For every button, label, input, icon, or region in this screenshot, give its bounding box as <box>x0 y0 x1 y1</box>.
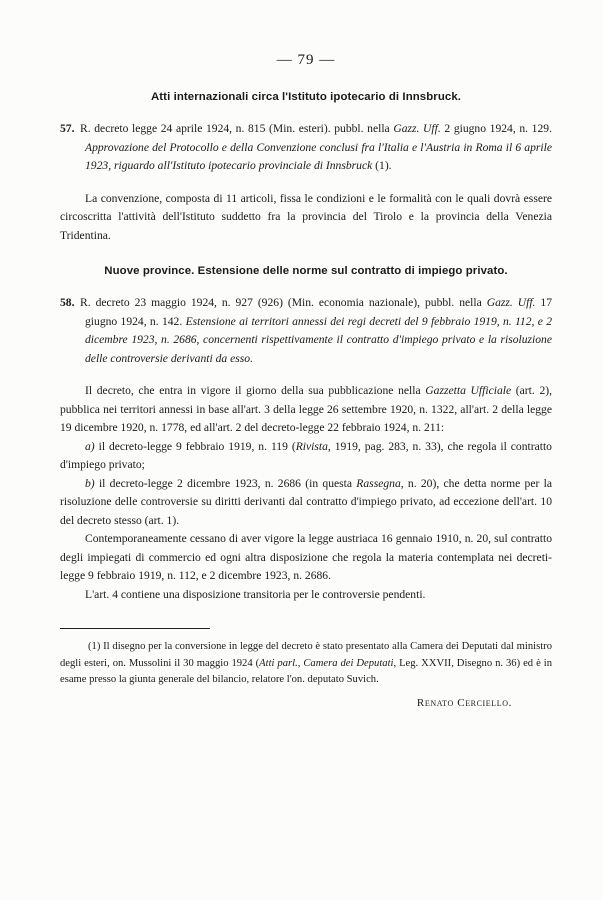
item-italic: Rassegna <box>356 476 401 490</box>
entry-gazzetta: Gazz. Uff. <box>393 122 441 135</box>
entry-57 <box>60 120 552 176</box>
paragraph-contemporaneamente: Contemporaneamente cessano di aver vigore la legge austriaca 16 gennaio 1910, n. 20, sul contratto degli impiegati di commercio ed ogni altra disposizione che regola la materia contemplata nei decreti-legge 9 febbraio 1919, n. 112, e 2 dicembre 1923, n. 2686. <box>60 532 552 582</box>
entry-text: 17 giugno 1924, n. 142. <box>85 296 552 328</box>
paragraph-text: (art. 2), pubblica nei territori annessi in base all'art. 3 della legge 26 settembre 1920, n. 1322, all'art. 2 della legge 19 dicembre 1920, n. 1778, ed all'art. 2 del decreto-legge 22 febbraio 1924, n. 211: <box>60 384 553 434</box>
footnote-text: (1) Il disegno per la conversione in legge del decreto è stato presentato alla Camera dei Deputati dal ministro degli esteri, on. Mussolini il 30 maggio 1924 ( <box>60 641 552 669</box>
entry-number: 58. <box>60 296 75 309</box>
footnote-divider <box>60 628 210 629</box>
entry-gazzetta: Gazz. Uff. <box>486 296 536 309</box>
entry-text: R. decreto 23 maggio 1924, n. 927 (926) (Min. economia nazionale), pubbl. nella <box>80 296 487 309</box>
paragraph-italic: Gazzetta Ufficiale <box>425 384 512 397</box>
paragraph-text: Il decreto, che entra in vigore il giorno della sua pubblicazione nella <box>85 384 426 397</box>
author-signature: Renato Cerciello. <box>416 696 512 709</box>
footnote-1 <box>60 639 552 689</box>
entry-text: R. decreto legge 24 aprile 1924, n. 815 (Min. esteri). pubbl. nella <box>80 122 394 135</box>
section-title-innsbruck: Atti internazionali circa l'Istituto ipotecario di Innsbruck. <box>150 91 462 103</box>
document-page <box>60 52 552 709</box>
entry-text: 2 giugno 1924, n. 129. <box>440 122 552 135</box>
item-label: a) <box>85 439 95 453</box>
footnote-text: , Leg. XXVII, Disegno n. 36) ed è in esame presso la giunta generale del bilancio, relatore l'on. deputato Suvich. <box>60 657 552 685</box>
entry-title: Approvazione del Protocollo e della Convenzione conclusi fra l'Italia e l'Austria in Roma il 6 aprile 1923, riguardo all'Istituto ipotecario provinciale di Innsbruck <box>85 140 552 172</box>
entry-title: Estensione ai territori annessi dei regi decreti del 9 febbraio 1919, n. 112, e 2 dicembre 1923, n. 2686, concernenti rispettivamente il contratto d'impiego privato e la risoluzione delle controversie derivanti da esso. <box>85 314 552 365</box>
item-text: , 1919, pag. 283, n. 33), che regola il contratto d'impiego privato; <box>60 439 552 471</box>
item-label: b) <box>85 476 95 490</box>
list-item-a <box>60 438 552 475</box>
list-item-b <box>60 475 552 531</box>
entry-text: (1). <box>372 159 392 172</box>
paragraph-decreto <box>60 382 552 438</box>
item-text: il decreto-legge 2 dicembre 1923, n. 2686 (in questa <box>94 476 357 490</box>
page-number: — 79 — <box>276 52 336 68</box>
item-text: , n. 20), che detta norme per la risoluzione delle controversie su diritti derivanti dal contratto d'impiego privato, ad eccezione dell'art. 10 del decreto stesso (art. 1). <box>60 476 552 527</box>
entry-number: 57. <box>60 122 75 135</box>
footnote-italic: Atti parl., Camera dei Deputati <box>259 657 394 669</box>
item-text: il decreto-legge 9 febbraio 1919, n. 119 ( <box>94 439 296 453</box>
entry-58 <box>60 294 552 368</box>
item-italic: Rivista <box>295 439 328 453</box>
paragraph-convenzione: La convenzione, composta di 11 articoli, fissa le condizioni e le formalità con le quali dovrà essere circoscritta l'attività dell'Istituto suddetto fra la provincia del Tirolo e la provincia della Venezia Tridentina. <box>60 191 552 242</box>
section-title-nuove-province: Nuove province. Estensione delle norme sul contratto di impiego privato. <box>104 265 508 277</box>
paragraph-art-4: L'art. 4 contiene una disposizione transitoria per le controversie pendenti. <box>85 587 426 601</box>
